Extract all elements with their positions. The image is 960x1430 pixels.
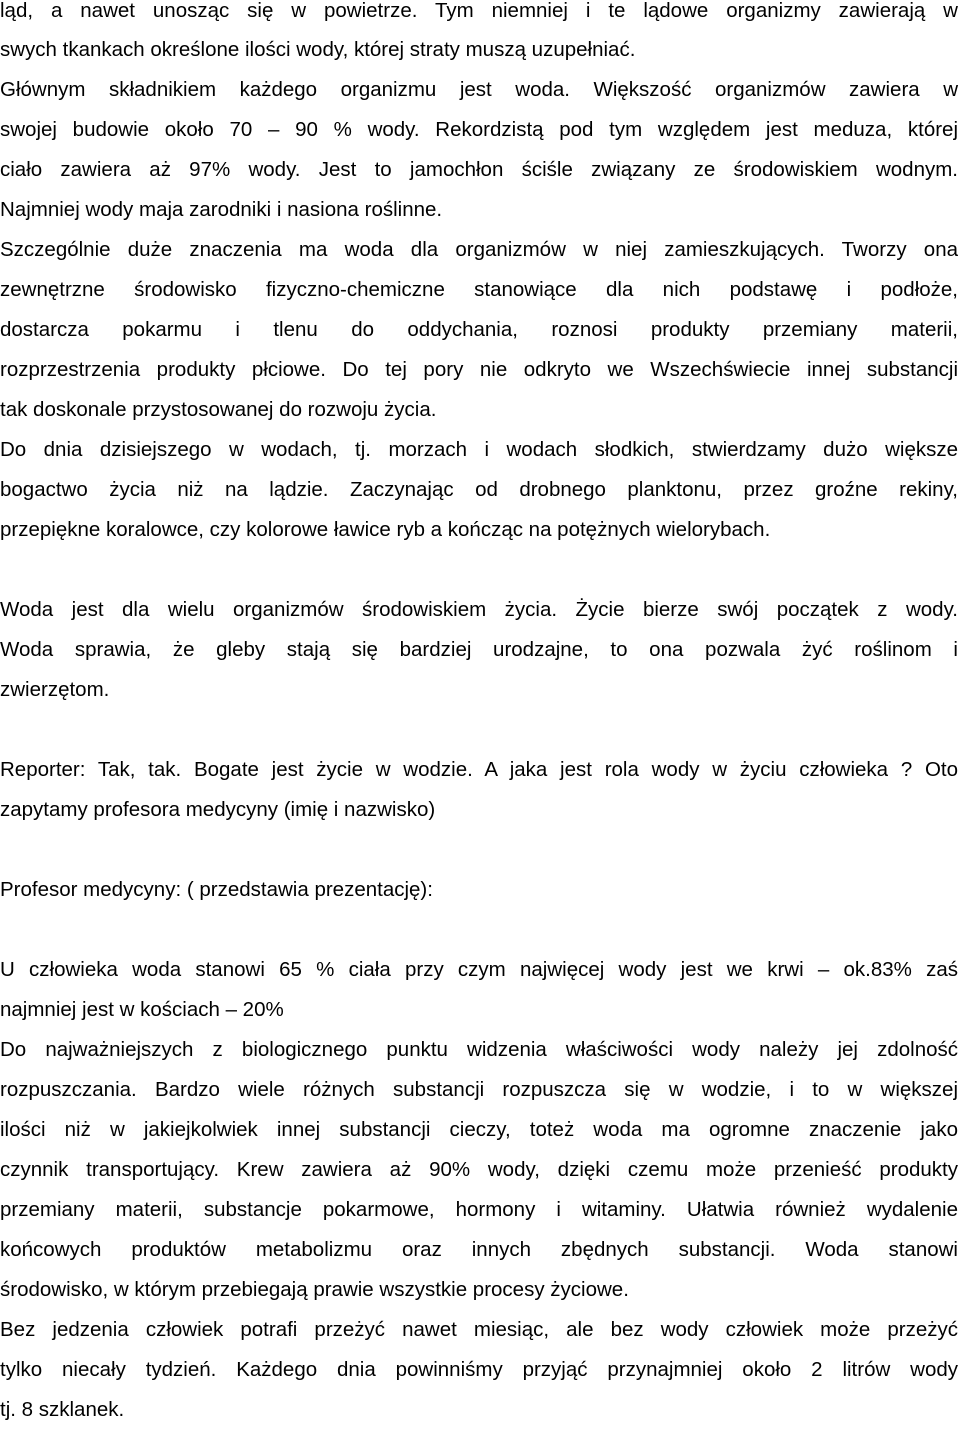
text-line: Do dnia dzisiejszego w wodach, tj. morzach i wodach słodkich, stwierdzamy dużo większe (0, 438, 958, 461)
text-line: Szczególnie duże znaczenia ma woda dla organizmów w niej zamieszkujących. Tworzy ona (0, 238, 958, 261)
text-line: środowisko, w którym przebiegają prawie wszystkie procesy życiowe. (0, 1278, 629, 1301)
text-line: ląd, a nawet unosząc się w powietrze. Tym niemniej i te lądowe organizmy zawierają w (0, 0, 958, 22)
text-line: rozpuszczania. Bardzo wiele różnych substancji rozpuszcza się w wodzie, i to w większej (0, 1078, 958, 1101)
text-line: zwierzętom. (0, 678, 110, 701)
text-line: przemiany materii, substancje pokarmowe, hormony i witaminy. Ułatwia również wydalenie (0, 1198, 958, 1221)
text-line: końcowych produktów metabolizmu oraz innych zbędnych substancji. Woda stanowi (0, 1238, 958, 1261)
text-line: czynnik transportujący. Krew zawiera aż 90% wody, dzięki czemu może przenieść produkty (0, 1158, 958, 1181)
text-line: rozprzestrzenia produkty płciowe. Do tej pory nie odkryto we Wszechświecie innej substancji (0, 358, 958, 381)
text-line: przepiękne koralowce, czy kolorowe ławice ryb a kończąc na potężnych wielorybach. (0, 518, 771, 541)
text-line: zapytamy profesora medycyny (imię i nazwisko) (0, 798, 436, 821)
text-line: U człowieka woda stanowi 65 % ciała przy czym najwięcej wody jest we krwi – ok.83% zaś (0, 958, 958, 981)
text-line: najmniej jest w kościach – 20% (0, 998, 284, 1021)
text-line: tylko niecały tydzień. Każdego dnia powinniśmy przyjąć przynajmniej około 2 litrów wody (0, 1358, 958, 1381)
text-line: dostarcza pokarmu i tlenu do oddychania, roznosi produkty przemiany materii, (0, 318, 958, 341)
text-line: ciało zawiera aż 97% wody. Jest to jamochłon ściśle związany ze środowiskiem wodnym. (0, 158, 958, 181)
text-line: tj. 8 szklanek. (0, 1398, 125, 1421)
text-line: Woda jest dla wielu organizmów środowiskiem życia. Życie bierze swój początek z wody. (0, 598, 958, 621)
text-line: Woda sprawia, że gleby stają się bardziej urodzajne, to ona pozwala żyć roślinom i (0, 638, 958, 661)
text-line: swojej budowie około 70 – 90 % wody. Rekordzistą pod tym względem jest meduza, której (0, 118, 958, 141)
text-line: tak doskonale przystosowanej do rozwoju życia. (0, 398, 437, 421)
text-line: Głównym składnikiem każdego organizmu jest woda. Większość organizmów zawiera w (0, 78, 958, 101)
text-line: Do najważniejszych z biologicznego punktu widzenia właściwości wody należy jej zdolność (0, 1038, 958, 1061)
text-line: Profesor medycyny: ( przedstawia prezentację): (0, 878, 433, 901)
text-line: Najmniej wody maja zarodniki i nasiona roślinne. (0, 198, 443, 221)
text-line: bogactwo życia niż na lądzie. Zaczynając od drobnego planktonu, przez groźne rekiny, (0, 478, 958, 501)
text-line: zewnętrzne środowisko fizyczno-chemiczne stanowiące dla nich podstawę i podłoże, (0, 278, 958, 301)
text-line: swych tkankach określone ilości wody, której straty muszą uzupełniać. (0, 38, 636, 61)
text-line: Reporter: Tak, tak. Bogate jest życie w wodzie. A jaka jest rola wody w życiu człowieka ? Oto (0, 758, 958, 781)
text-line: ilości niż w jakiejkolwiek innej substancji cieczy, toteż woda ma ogromne znaczenie jako (0, 1118, 958, 1141)
text-line: Bez jedzenia człowiek potrafi przeżyć nawet miesiąc, ale bez wody człowiek może przeżyć (0, 1318, 958, 1341)
